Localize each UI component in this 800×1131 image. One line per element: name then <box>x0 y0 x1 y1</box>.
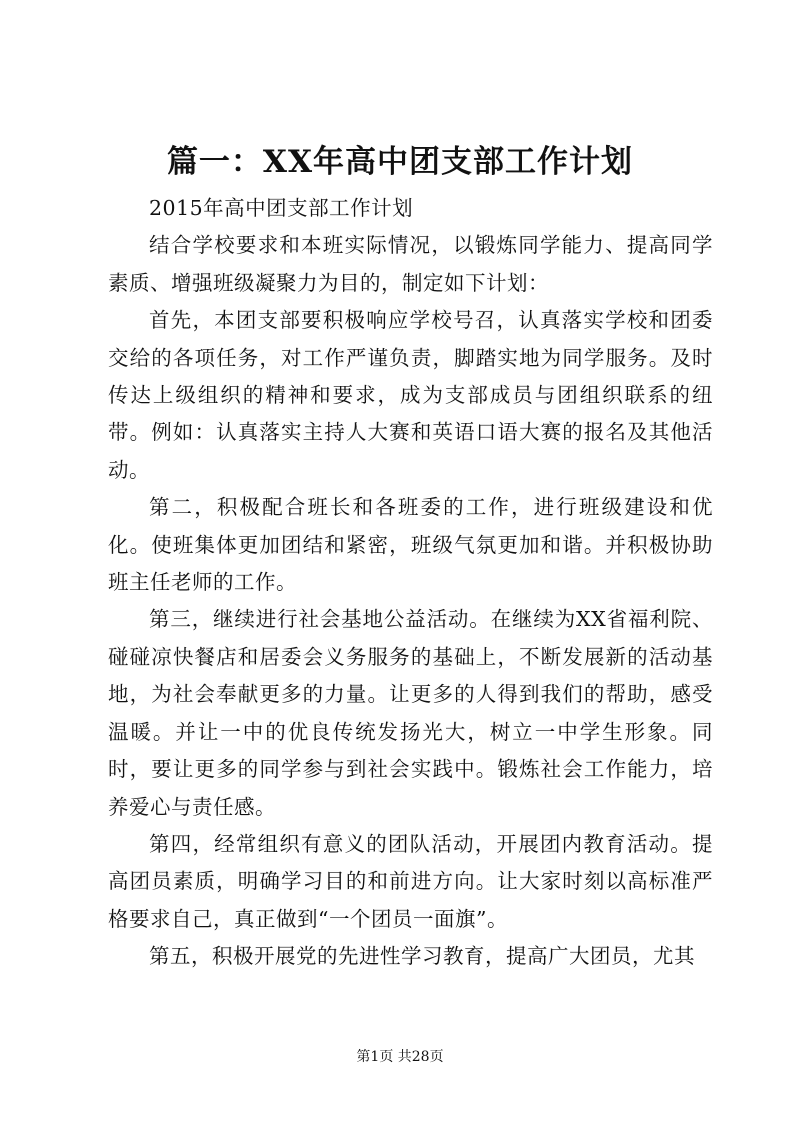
document-title: 篇一：XX年高中团支部工作计划 <box>166 144 634 180</box>
paragraph-intro: 结合学校要求和本班实际情况，以锻炼同学能力、提高同学素质、增强班级凝聚力为目的，制定如下计划： <box>108 233 713 295</box>
document-body <box>108 190 713 976</box>
paragraph-first: 首先，本团支部要积极响应学校号召，认真落实学校和团委交给的各项任务，对工作严谨负责，脚踏实地为同学服务。及时传达上级组织的精神和要求，成为支部成员与团组织联系的纽带。例如：认真落实主持人大赛和英语口语大赛的报名及其他活动。 <box>108 308 713 482</box>
paragraph-second: 第二，积极配合班长和各班委的工作，进行班级建设和优化。使班集体更加团结和紧密，班级气氛更加和谐。并积极协助班主任老师的工作。 <box>108 495 713 595</box>
paragraph-subtitle: 2015年高中团支部工作计划 <box>149 196 414 220</box>
paragraph-fifth: 第五，积极开展党的先进性学习教育，提高广大团员，尤其 <box>149 944 695 969</box>
paragraph-third: 第三，继续进行社会基地公益活动。在继续为XX省福利院、碰碰凉快餐店和居委会义务服务的基础上，不断发展新的活动基地，为社会奉献更多的力量。让更多的人得到我们的帮助，感受温暖。并让一中的优良传统发扬光大，树立一中学生形象。同时，要让更多的同学参与到社会实践中。锻炼社会工作能力，培养爱心与责任感。 <box>108 607 713 819</box>
page-number-footer: 第1页 共28页 <box>356 1049 444 1065</box>
paragraph-fourth: 第四，经常组织有意义的团队活动，开展团内教育活动。提高团员素质，明确学习目的和前进方向。让大家时刻以高标准严格要求自己，真正做到“一个团员一面旗”。 <box>108 831 713 931</box>
